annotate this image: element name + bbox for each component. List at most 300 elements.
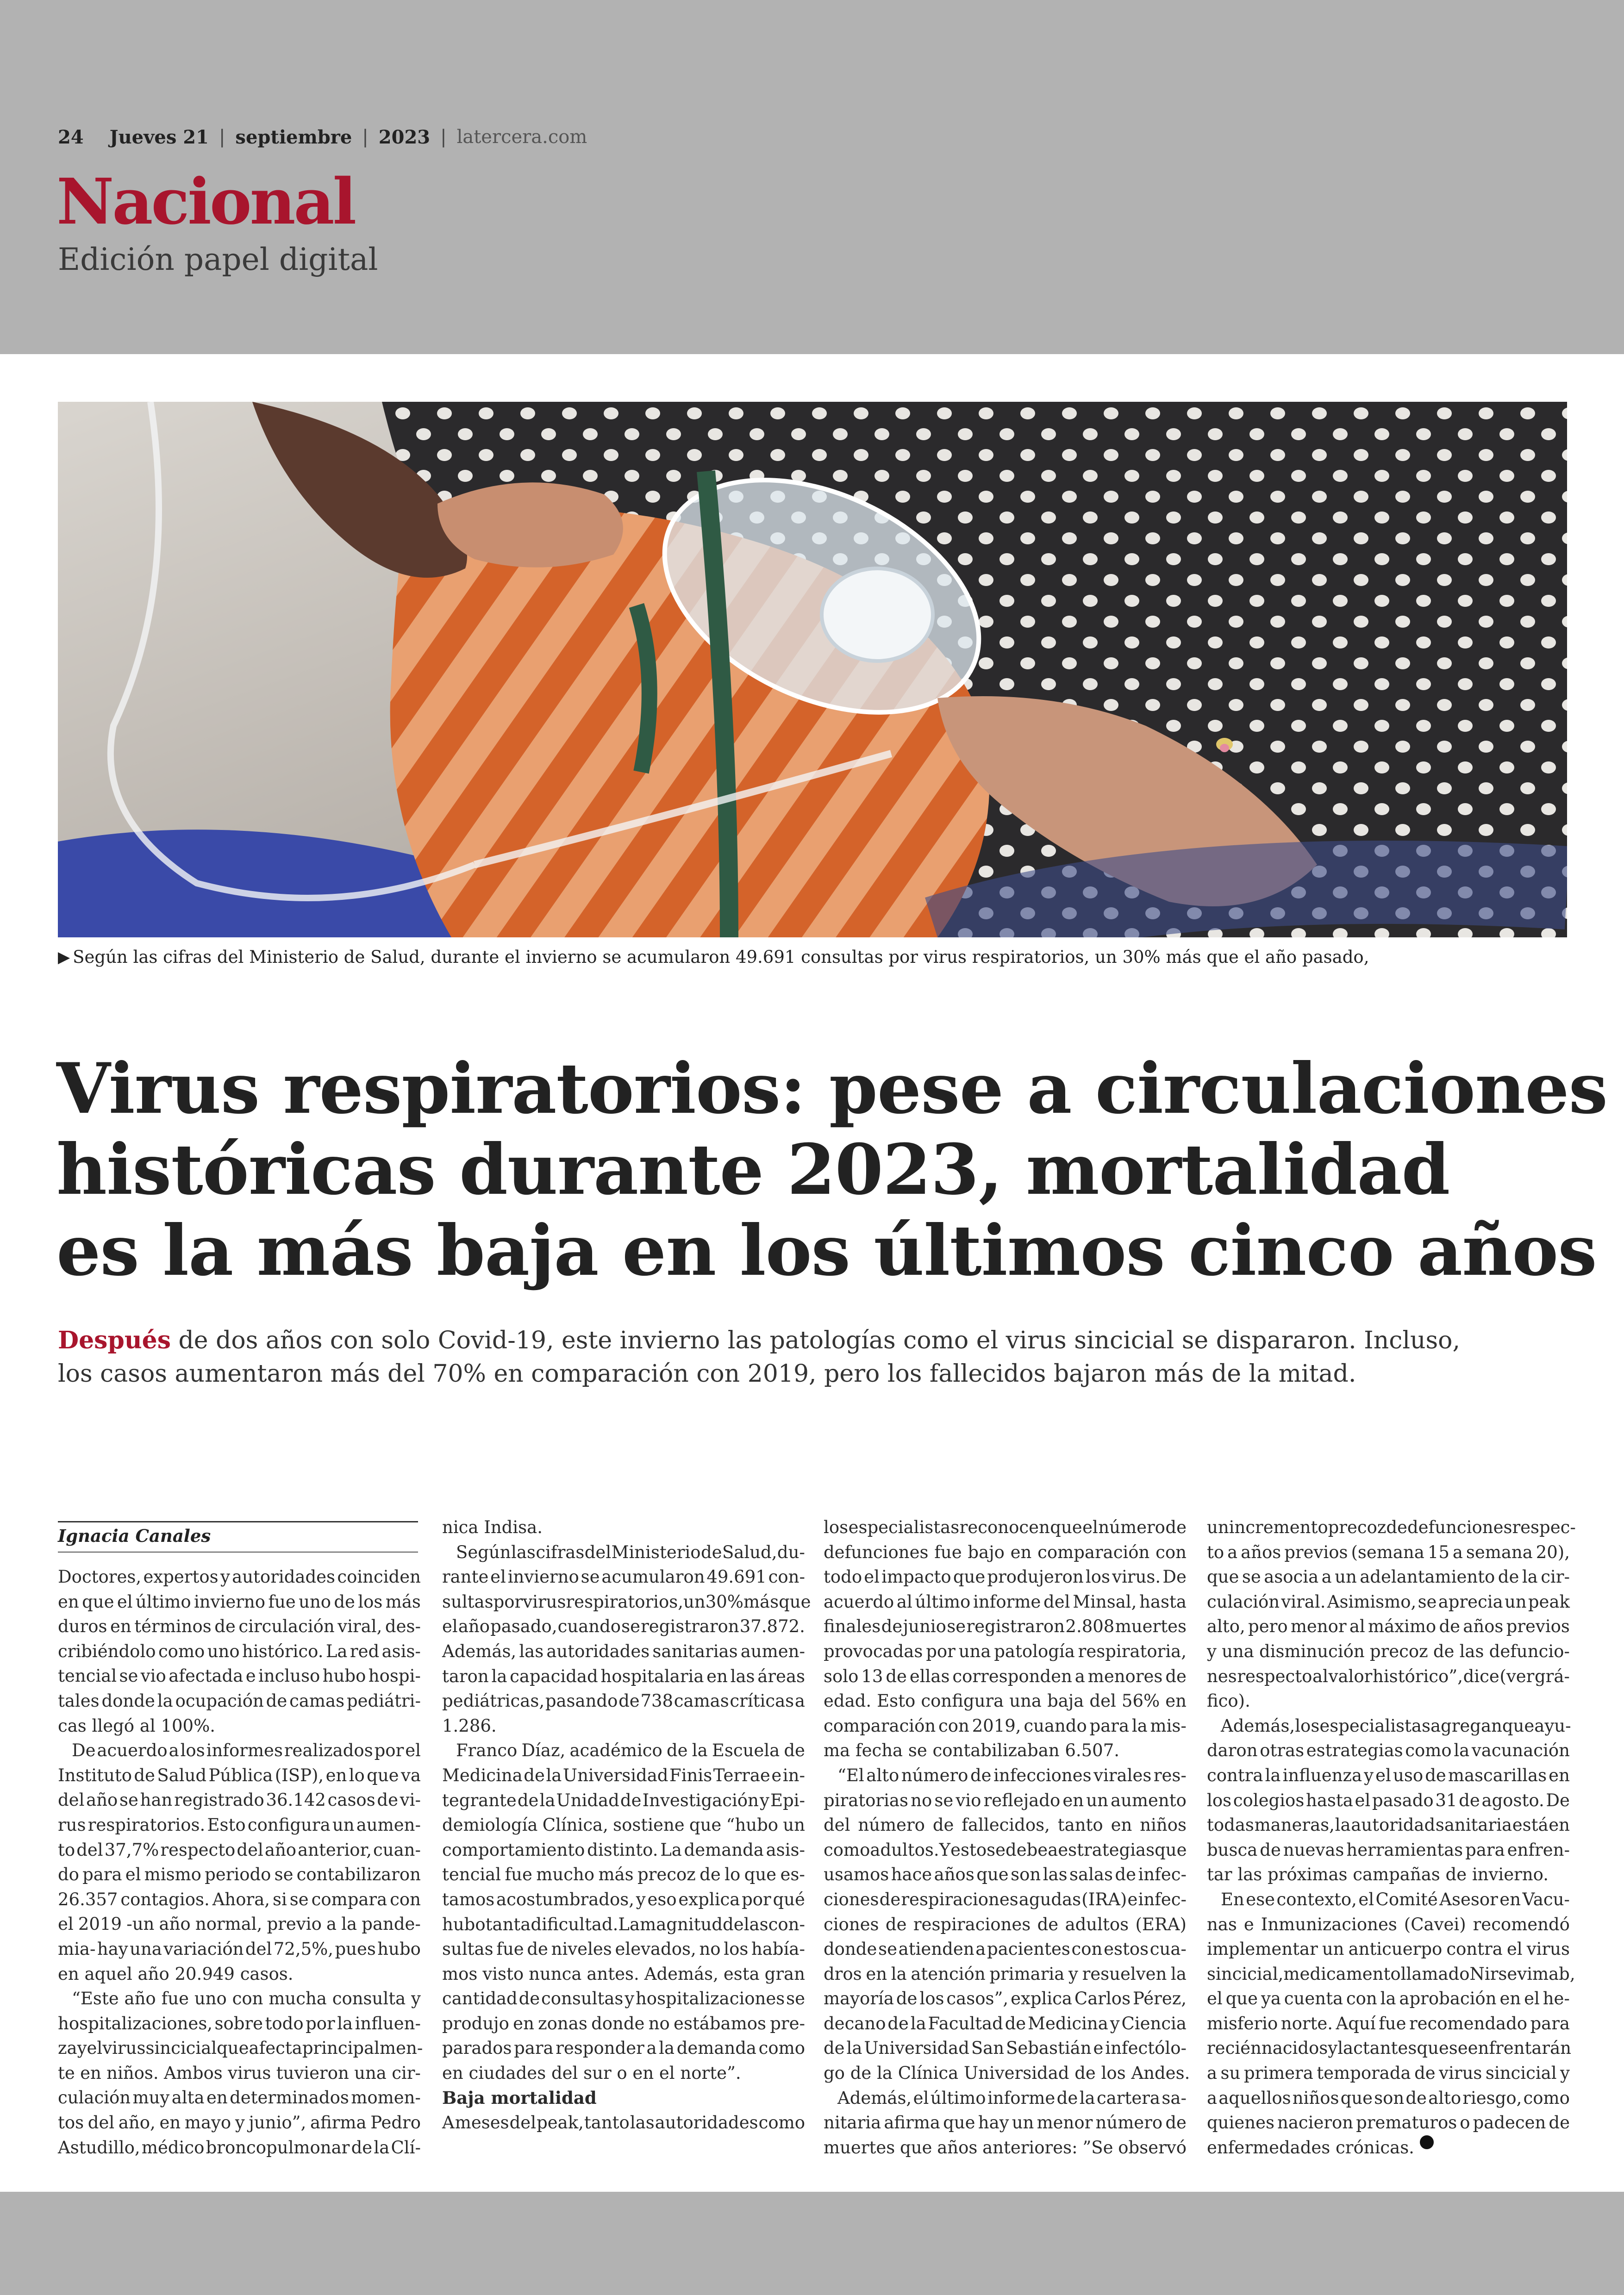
word: críticas: [730, 1691, 794, 1711]
footer-band: [0, 2192, 1624, 2295]
word: parados: [442, 2038, 512, 2058]
text-line: [442, 1763, 805, 1788]
word: realizados: [284, 1740, 373, 1761]
word: Escuela: [712, 1740, 780, 1761]
text-line: [824, 2011, 1187, 2036]
word: pediátri-: [346, 1690, 421, 1711]
text-line: [1207, 1689, 1570, 1714]
word: y: [636, 1889, 646, 1909]
word: fue: [496, 1939, 524, 1959]
word: el: [1355, 1790, 1371, 1810]
line-text: [824, 1986, 1187, 2011]
text-line: [442, 1515, 805, 1540]
line-text: enfermedades crónicas.: [1207, 2137, 1414, 2158]
word: contabilizaron: [296, 1865, 421, 1885]
word: casos”,: [946, 1989, 1009, 2009]
word: en: [1499, 1989, 1521, 2009]
word: por: [374, 1740, 404, 1761]
word: de: [824, 2038, 845, 2058]
word: Universidad: [864, 2038, 969, 2058]
word: en: [1165, 1691, 1187, 1711]
word: uso: [1393, 1765, 1424, 1785]
line-text: fico).: [1207, 1691, 1250, 1711]
word: de: [879, 1889, 901, 1909]
line-text: [442, 2110, 805, 2135]
word: culación: [1207, 1591, 1280, 1612]
word: a: [1074, 1666, 1085, 1686]
word: más: [598, 1865, 634, 1885]
word: las: [519, 1641, 544, 1661]
word: sincicial: [1485, 2063, 1557, 2083]
word: con-: [768, 1567, 805, 1587]
folio-month: septiembre: [235, 126, 352, 148]
word: especialistas: [848, 1517, 960, 1537]
word: del: [237, 1840, 263, 1860]
word: corresponden: [952, 1666, 1072, 1686]
folio-site[interactable]: latercera.com: [456, 126, 587, 148]
word: sobre: [214, 2013, 263, 2033]
word: un: [1335, 1567, 1357, 1587]
text-line: [824, 1565, 1187, 1590]
line-text: ma fecha se contabilizaban 6.507.: [824, 1740, 1120, 1761]
word: la: [546, 1765, 562, 1785]
word: ciones: [824, 1889, 879, 1909]
line-text: [1207, 1813, 1570, 1838]
word: respecto: [160, 1840, 236, 1860]
word: el: [1375, 1765, 1391, 1785]
line-text: [1207, 2061, 1570, 2086]
word: a: [1207, 2063, 1218, 2083]
line-text: [442, 1689, 805, 1714]
line-text: [1207, 1515, 1576, 1540]
word: Universidad: [562, 1765, 668, 1785]
text-line: [824, 1788, 1187, 1813]
word: nuevas: [1283, 1840, 1344, 1860]
word: médico: [141, 2137, 205, 2158]
line-text: [58, 1838, 421, 1863]
word: acumularon: [601, 1567, 705, 1587]
word: La: [325, 1641, 348, 1661]
folio-year: 2023: [378, 126, 431, 148]
line-text: en aquel año 20.949 casos.: [58, 1964, 294, 1984]
line-text: [824, 1540, 1187, 1565]
word: Asesor: [1439, 1889, 1498, 1909]
text-line: [58, 2135, 421, 2160]
word: principalmen-: [302, 2038, 423, 2058]
word: valor: [1328, 1666, 1373, 1686]
word: nacidos: [1261, 2038, 1328, 2058]
text-line: [1207, 1614, 1570, 1639]
word: defunciones: [824, 1542, 929, 1562]
word: que: [1502, 1715, 1535, 1736]
word: (semana: [1351, 1542, 1424, 1562]
line-text: [442, 1838, 805, 1863]
text-line: [1207, 1664, 1570, 1689]
word: donde: [591, 2013, 645, 2033]
word: eso: [647, 1889, 677, 1909]
section-subtitle: Edición papel digital: [58, 242, 378, 277]
word: (Cavei): [1404, 1914, 1466, 1934]
word: años: [937, 2137, 978, 2158]
text-line: [1207, 2086, 1570, 2111]
word: de: [1549, 2113, 1570, 2133]
text-line: [58, 1614, 421, 1639]
line-text: [837, 1763, 1187, 1788]
word: determinados: [230, 2088, 349, 2108]
line-text: [58, 1937, 421, 1962]
word: hasta: [1306, 1790, 1353, 1810]
word: respecto: [1237, 1666, 1312, 1686]
word: circulación: [238, 1616, 335, 1637]
word: Pedro: [370, 2113, 421, 2133]
word: camas: [674, 1691, 729, 1711]
text-line: [1207, 1813, 1570, 1838]
word: son: [1374, 2088, 1405, 2108]
line-text: cas llegó al 100%.: [58, 1715, 216, 1736]
word: de: [886, 1666, 907, 1686]
word: a: [1321, 1567, 1332, 1587]
word: cantidad: [442, 1989, 518, 2009]
word: 13: [861, 1666, 883, 1686]
text-line: [442, 2036, 805, 2061]
word: precoz: [637, 1865, 696, 1885]
word: con: [1071, 1939, 1103, 1959]
text-line: [824, 2110, 1187, 2135]
line-text: [58, 2110, 421, 2135]
word: colegios: [1233, 1790, 1305, 1810]
line-text: [58, 2085, 421, 2110]
photo-illustration: [58, 402, 1567, 937]
word: de: [666, 1740, 688, 1761]
word: demiología: [442, 1815, 538, 1835]
word: por: [926, 1641, 956, 1661]
word: de: [618, 1691, 640, 1711]
word: autoridad: [1351, 1815, 1436, 1835]
word: el: [1082, 1517, 1098, 1537]
caption-triangle-icon: ▶: [58, 948, 70, 967]
text-line: [824, 1664, 1187, 1689]
word: número: [1098, 1517, 1165, 1537]
word: e: [1243, 1914, 1254, 1934]
word: los: [1295, 1715, 1320, 1736]
word: o: [1460, 2113, 1470, 2133]
word: alto,: [1207, 1616, 1245, 1637]
line-text: [58, 2135, 421, 2160]
text-line: [442, 2110, 805, 2135]
word: y: [1560, 2063, 1570, 2083]
word: Instituto: [58, 1765, 132, 1785]
article-column-2: [442, 1515, 811, 2135]
word: que: [82, 1591, 114, 1612]
word: riesgo,: [1462, 2088, 1522, 2108]
word: para: [1465, 1840, 1505, 1860]
word: autoridades: [232, 1567, 336, 1587]
word: histórico”,: [1372, 1666, 1463, 1686]
word: Vacu-: [1522, 1889, 1570, 1909]
line-text: 1.286.: [442, 1715, 497, 1736]
headline-line: es la más baja en los últimos cinco años: [56, 1210, 1597, 1291]
word: años: [1463, 1616, 1504, 1637]
line-text: [1221, 1887, 1570, 1912]
line-text: [824, 2110, 1187, 2135]
word: dificultad.: [531, 1914, 618, 1934]
text-line: [58, 1912, 421, 1937]
line-text: [442, 2036, 805, 2061]
section-title: Nacional: [56, 165, 355, 239]
line-text: [837, 2086, 1187, 2111]
lead-paragraph: [58, 1324, 1493, 1391]
word: las: [743, 1914, 768, 1934]
word: que: [1340, 2088, 1373, 2108]
text-line: [1207, 1763, 1570, 1788]
word: ”Se: [1082, 2137, 1113, 2158]
word: Pérez,: [1133, 1989, 1187, 2009]
line-text: [824, 2011, 1187, 2036]
word: a: [1227, 1542, 1238, 1562]
word: con-: [768, 1914, 805, 1934]
word: máximo: [1368, 1616, 1437, 1637]
word: que: [217, 2038, 249, 2058]
word: se: [119, 1790, 138, 1810]
word: magnitud: [640, 1914, 723, 1934]
word: con: [1346, 1989, 1377, 2009]
word: peak,: [537, 2113, 584, 2133]
word: para: [1530, 2013, 1570, 2033]
text-line: [824, 1639, 1187, 1664]
word: último: [135, 1591, 191, 1612]
text-line: [1207, 1540, 1570, 1565]
line-text: [442, 1664, 805, 1689]
word: nes: [1207, 1666, 1237, 1686]
word: y: [1068, 1964, 1078, 1984]
word: Finis: [669, 1765, 712, 1785]
line-text: [1207, 1937, 1570, 1962]
line-text: [72, 1738, 421, 1763]
word: infectólo-: [1105, 2038, 1187, 2058]
word: uno: [194, 1989, 227, 2009]
word: y: [1207, 1641, 1217, 1661]
word: 37.872.: [739, 1616, 805, 1637]
line-text: [72, 1986, 421, 2011]
word: 15: [1427, 1542, 1449, 1562]
word: la: [1522, 1567, 1538, 1587]
word: se: [1449, 2038, 1468, 2058]
word: Facultad: [928, 2013, 1003, 2033]
line-text: [58, 2011, 421, 2036]
word: antes.: [587, 1964, 639, 1984]
text-line: [824, 1540, 1187, 1565]
word: año: [264, 1840, 297, 1860]
word: que: [367, 1765, 399, 1785]
text-line: [1207, 1515, 1576, 1540]
word: el: [1506, 1939, 1523, 1959]
line-text: [824, 1590, 1187, 1615]
text-line: [58, 1986, 421, 2011]
word: áreas: [757, 1666, 805, 1686]
article-photo: [58, 402, 1567, 937]
line-text: [442, 1912, 805, 1937]
word: atienden: [898, 1939, 974, 1959]
word: en: [1062, 1790, 1084, 1810]
word: aumento: [1111, 1790, 1187, 1810]
word: camas: [289, 1690, 345, 1711]
word: 31: [1435, 1790, 1457, 1810]
word: alto: [866, 1765, 899, 1785]
text-line: [824, 1813, 1187, 1838]
word: del: [1043, 1591, 1070, 1612]
text-line: [442, 1738, 805, 1763]
word: mia-: [58, 1939, 96, 1959]
text-line: [824, 2086, 1187, 2111]
word: primera: [1243, 2063, 1313, 2083]
word: implementar: [1207, 1939, 1318, 1959]
word: de: [1498, 1567, 1519, 1587]
word: te: [58, 2063, 75, 2083]
word: primaria: [989, 1964, 1065, 1984]
word: compara: [311, 1889, 387, 1909]
word: está: [1512, 1815, 1549, 1835]
word: aquellos: [1218, 2088, 1291, 2108]
text-line: [442, 2011, 805, 2036]
word: mucha: [269, 1989, 327, 2009]
word: enfrentarán: [1468, 2038, 1571, 2058]
word: explica: [678, 1889, 740, 1909]
word: hubo: [442, 1914, 486, 1934]
word: comparación: [824, 1715, 936, 1736]
word: de: [527, 1939, 548, 1959]
word: (ERA): [1135, 1914, 1187, 1934]
word: Minsal,: [1073, 1591, 1137, 1612]
word: se: [987, 1840, 1006, 1860]
word: asocia: [1264, 1567, 1319, 1587]
word: los: [824, 1517, 849, 1537]
word: había-: [751, 1939, 805, 1959]
word: de: [881, 1616, 903, 1637]
word: des-: [385, 1616, 421, 1637]
line-text: [824, 1962, 1187, 1987]
word: 2.808: [1065, 1616, 1115, 1637]
word: agudas: [1018, 1889, 1081, 1909]
text-line: [824, 1714, 1187, 1739]
word: Ministerio: [611, 1542, 701, 1562]
line-text: [58, 1788, 421, 1813]
word: de: [266, 1690, 287, 1711]
word: y: [235, 2113, 245, 2133]
word: San: [971, 2038, 1005, 2058]
word: que: [1050, 1517, 1082, 1537]
word: la: [1265, 1765, 1281, 1785]
word: el: [1358, 1889, 1374, 1909]
text-line: [58, 1763, 421, 1788]
line-text: [1207, 2036, 1570, 2061]
word: contra: [1446, 1939, 1503, 1959]
word: contagios.: [120, 1889, 210, 1909]
line-text: [1207, 2086, 1570, 2111]
word: cuenta: [1284, 1989, 1343, 2009]
line-text: [456, 1540, 805, 1565]
line-text: [58, 1813, 421, 1838]
word: 36.142: [266, 1790, 326, 1810]
word: ayu-: [1534, 1715, 1571, 1736]
line-text: [1207, 1614, 1570, 1639]
word: afirma: [310, 2113, 367, 2133]
word: lo: [349, 1765, 365, 1785]
word: mis-: [1150, 1715, 1187, 1736]
line-text: [824, 1887, 1187, 1912]
word: Epi-: [770, 1790, 805, 1810]
word: las: [1043, 1865, 1068, 1885]
word: de: [885, 1914, 907, 1934]
word: una: [1222, 1641, 1254, 1661]
word: el: [1207, 1989, 1223, 2009]
word: los: [919, 1989, 944, 2009]
word: estos: [1104, 1939, 1149, 1959]
word: vi-: [400, 1790, 421, 1810]
word: mismo: [144, 1865, 201, 1885]
word: red: [350, 1641, 380, 1661]
word: autoridades: [546, 1641, 650, 1661]
word: histórico.: [242, 1641, 324, 1661]
line-text: Baja mortalidad: [442, 2087, 597, 2108]
text-line: [442, 1986, 805, 2011]
word: pacientes: [987, 1939, 1070, 1959]
word: mos: [442, 1964, 478, 1984]
word: se: [878, 1939, 897, 1959]
word: pasado: [1372, 1790, 1434, 1810]
word: respiratorios.: [87, 1815, 206, 1835]
word: el: [864, 1567, 880, 1587]
text-line: [442, 1962, 805, 1987]
line-text: [1207, 1738, 1570, 1763]
word: Además,: [644, 1964, 718, 1984]
word: influenza: [1282, 1765, 1362, 1785]
line-text: [824, 1937, 1187, 1962]
word: anticuerpo: [1348, 1939, 1443, 1959]
word: número: [858, 1815, 925, 1835]
word: Sebastián: [1006, 2038, 1092, 2058]
text-line: [58, 1738, 421, 1763]
word: que: [689, 1815, 722, 1835]
word: se: [289, 1889, 309, 1909]
text-line: [1207, 1738, 1570, 1763]
word: y: [1110, 2013, 1120, 2033]
word: número: [1095, 2113, 1163, 2133]
word: hospi-: [368, 1666, 421, 1686]
text-line: [1207, 2135, 1570, 2160]
word: año: [124, 1989, 156, 2009]
word: para: [1089, 1715, 1130, 1736]
word: y: [625, 1989, 635, 2009]
word: afirma: [884, 2113, 940, 2133]
word: la: [891, 1964, 907, 1984]
word: han: [140, 1790, 173, 1810]
word: cuando: [557, 1616, 621, 1637]
word: respec-: [1512, 1517, 1576, 1537]
text-line: [442, 2061, 805, 2086]
word: no: [699, 1939, 721, 1959]
word: reconocen: [959, 1517, 1050, 1537]
word: muy: [132, 2088, 170, 2108]
word: Investigación: [642, 1790, 759, 1810]
word: asis-: [381, 1641, 421, 1661]
text-line: [1207, 1937, 1570, 1962]
word: se: [947, 1616, 966, 1637]
folio-separator: |: [440, 126, 447, 148]
word: incluso: [258, 1666, 320, 1686]
word: de: [517, 1790, 539, 1810]
word: como: [158, 1641, 205, 1661]
lead-kicker: Después: [58, 1326, 171, 1354]
